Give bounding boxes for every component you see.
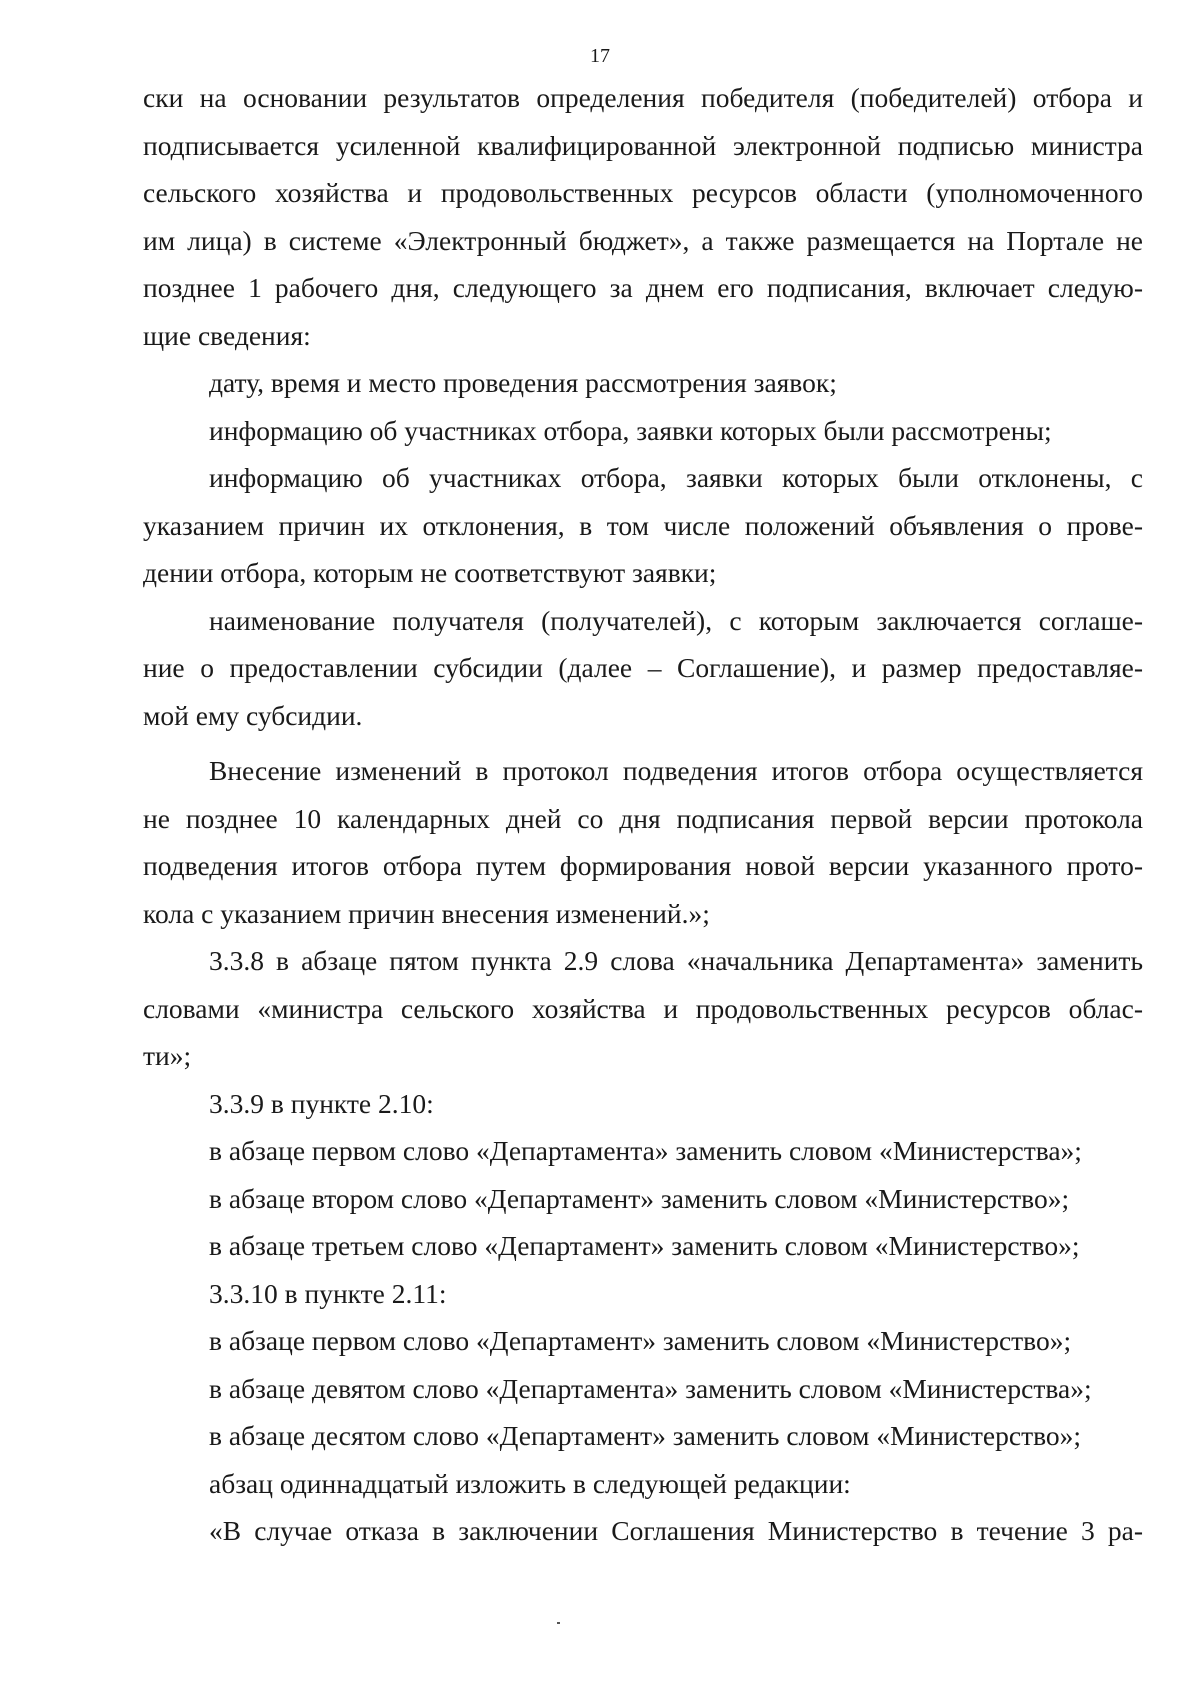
text-line: кола с указанием причин внесения изменений.»;	[143, 897, 710, 929]
scan-speck	[557, 1622, 560, 1624]
list-item: в абзаце первом слово «Департамента» заменить словом «Министерства»;	[209, 1135, 1082, 1166]
list-item: 3.3.9 в пункте 2.10:	[209, 1087, 434, 1119]
list-item: 3.3.10 в пункте 2.11:	[209, 1277, 447, 1309]
text-line: ти»;	[143, 1040, 192, 1071]
text-line: Внесение изменений в протокол подведения итогов отбора осуществляется	[209, 755, 1143, 786]
text-line: указанием причин их отклонения, в том числе положений объявления о прове-	[143, 509, 1143, 541]
text-line: информацию об участниках отбора, заявки которых были отклонены, с	[209, 462, 1143, 493]
list-item: дату, время и место проведения рассмотрения заявок;	[209, 367, 837, 398]
text-line: мой ему субсидии.	[143, 699, 363, 731]
text-line: словами «министра сельского хозяйства и продовольственных ресурсов облас-	[143, 992, 1143, 1024]
text-line: подписывается усиленной квалифицированной электронной подписью министра	[143, 129, 1143, 161]
list-item: в абзаце втором слово «Департамент» заменить словом «Министерство»;	[209, 1182, 1070, 1214]
list-item: информацию об участниках отбора, заявки которых были рассмотрены;	[209, 414, 1052, 446]
text-line: подведения итогов отбора путем формирования новой версии указанного прото-	[143, 850, 1143, 881]
list-item: в абзаце первом слово «Департамент» заменить словом «Министерство»;	[209, 1325, 1072, 1356]
document-body	[143, 74, 1143, 1555]
text-line: сельского хозяйства и продовольственных ресурсов области (уполномоченного	[143, 177, 1143, 208]
page-number: 17	[590, 45, 610, 67]
text-line: щие сведения:	[143, 319, 311, 351]
text-line: им лица) в системе «Электронный бюджет», а также размещается на Портале не	[143, 224, 1143, 256]
text-line: 3.3.8 в абзаце пятом пункта 2.9 слова «начальника Департамента» заменить	[209, 945, 1143, 976]
text-line: позднее 1 рабочего дня, следующего за днем его подписания, включает следую-	[143, 272, 1143, 303]
list-item: в абзаце девятом слово «Департамента» заменить словом «Министерства»;	[209, 1372, 1092, 1404]
text-line: «В случае отказа в заключении Соглашения Министерство в течение 3 ра-	[209, 1515, 1143, 1546]
text-line: ние о предоставлении субсидии (далее – Соглашение), и размер предоставляе-	[143, 652, 1143, 683]
list-item: в абзаце третьем слово «Департамент» заменить словом «Министерство»;	[209, 1230, 1080, 1261]
text-line: дении отбора, которым не соответствуют заявки;	[143, 557, 717, 588]
text-line: ски на основании результатов определения победителя (победителей) отбора и	[143, 82, 1143, 113]
list-item: абзац одиннадцатый изложить в следующей редакции:	[209, 1467, 851, 1499]
text-line: не позднее 10 календарных дней со дня подписания первой версии протокола	[143, 802, 1143, 834]
list-item: в абзаце десятом слово «Департамент» заменить словом «Министерство»;	[209, 1420, 1082, 1451]
text-line: наименование получателя (получателей), с которым заключается соглаше-	[209, 604, 1143, 636]
